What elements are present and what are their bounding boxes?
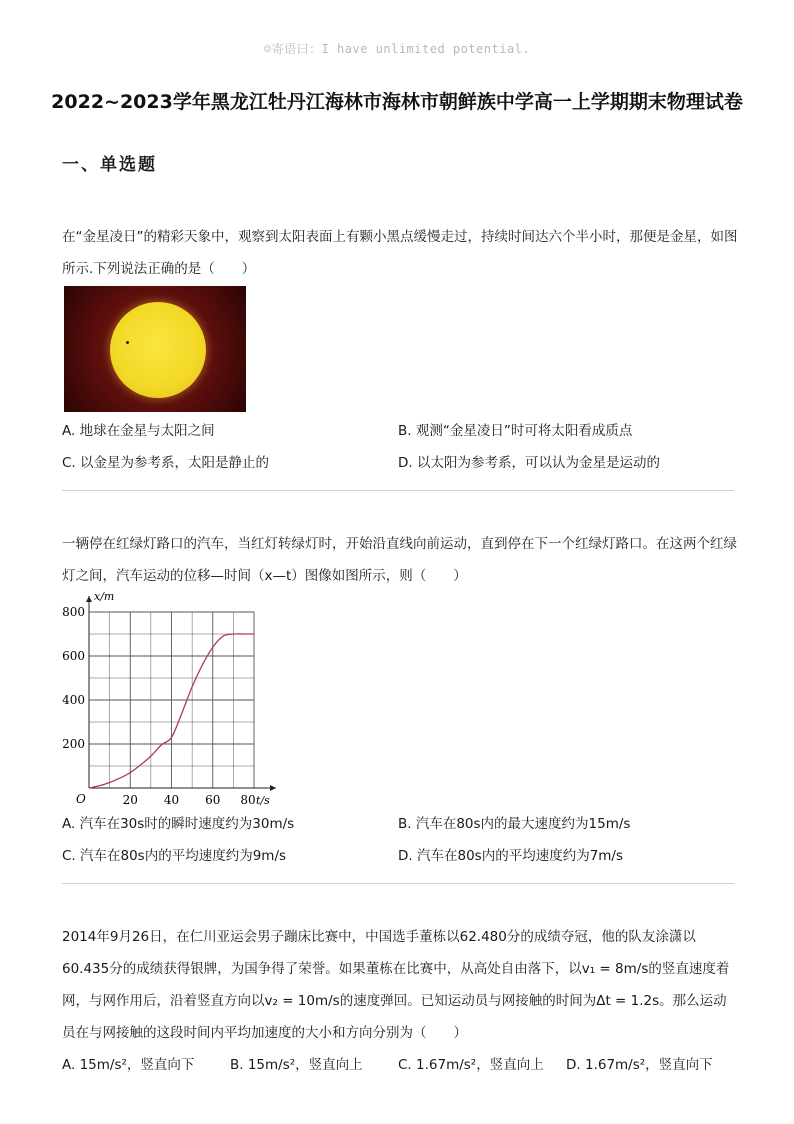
x-axis-arrow <box>270 785 276 791</box>
divider <box>62 490 734 491</box>
q2-stem: 一辆停在红绿灯路口的汽车，当红灯转绿灯时，开始沿直线向前运动，直到停在下一个红绿灯路口。在这两个红绿灯之间，汽车运动的位移—时间（x—t）图像如图所示，则（ ） <box>62 536 737 584</box>
x-tick-label: 80 <box>240 793 256 807</box>
q3-stem: 2014年9月26日，在仁川亚运会男子蹦床比赛中，中国选手董栋以62.480分的成绩夺冠，他的队友涂潇以60.435分的成绩获得银牌，为国争得了荣誉。如果董栋在比赛中，从高处自由落下，以v₁ = 8m/s的竖直速度着网，与网作用后，沿着竖直方向以v₂ = 10m/s的速度弹回。已知运动员与网接触的时间为Δt = 1.2s。那么运动员在与网接触的这段时间内平均加速度的大小和方向分别为（ ） <box>62 929 730 1041</box>
x-tick-label: 20 <box>122 793 138 807</box>
y-tick-label: 600 <box>62 649 85 663</box>
q2-option-c[interactable]: C. 汽车在80s内的平均速度约为9m/s <box>62 848 287 864</box>
q3-option-a[interactable]: A. 15m/s²，竖直向下 <box>62 1057 195 1073</box>
y-tick-label: 400 <box>62 693 85 707</box>
q1-option-c[interactable]: C. 以金星为参考系，太阳是静止的 <box>62 455 270 471</box>
y-tick-label: 200 <box>62 737 85 751</box>
q2-option-d[interactable]: D. 汽车在80s内的平均速度约为7m/s <box>398 848 624 864</box>
q1-options-row2 <box>62 451 738 473</box>
x-tick-label: 40 <box>163 793 180 807</box>
q3-option-c[interactable]: C. 1.67m/s²，竖直向上 <box>398 1057 544 1073</box>
y-axis-arrow <box>86 596 92 602</box>
q1-option-d[interactable]: D. 以太阳为参考系，可以认为金星是运动的 <box>398 455 660 471</box>
xt-graph <box>60 588 290 812</box>
q2-option-a[interactable]: A. 汽车在30s时的瞬时速度约为30m/s <box>62 816 295 832</box>
q3-option-b[interactable]: B. 15m/s²，竖直向上 <box>230 1057 363 1073</box>
q2-options-row1 <box>62 812 738 834</box>
q1-option-a[interactable]: A. 地球在金星与太阳之间 <box>62 423 215 439</box>
q3-options-row <box>62 1053 738 1075</box>
y-axis-label: x/m <box>94 590 115 603</box>
q1-option-b[interactable]: B. 观测“金星凌日”时可将太阳看成质点 <box>398 423 633 439</box>
divider <box>62 883 734 884</box>
q2-options-row2 <box>62 844 738 866</box>
chart-axes <box>86 596 276 791</box>
sun-disc <box>110 302 206 398</box>
chart-grid <box>89 612 254 788</box>
section-heading: 一、单选题 <box>62 155 157 175</box>
q3-option-d[interactable]: D. 1.67m/s²，竖直向下 <box>566 1057 713 1073</box>
origin-label: O <box>76 792 86 806</box>
q2-option-b[interactable]: B. 汽车在80s内的最大速度约为15m/s <box>398 816 631 832</box>
q1-stem: 在“金星凌日”的精彩天象中，观察到太阳表面上有颗小黑点缓慢走过，持续时间达六个半小时，那便是金星，如图所示.下列说法正确的是（ ） <box>62 229 738 277</box>
venus-dot <box>126 341 129 344</box>
x-axis-label: t/s <box>256 794 270 807</box>
page-title: 2022~2023学年黑龙江牡丹江海林市海林市朝鲜族中学高一上学期期末物理试卷 <box>51 91 743 113</box>
watermark: ☺寄语曰：I have unlimited potential. <box>263 42 531 56</box>
y-tick-label: 800 <box>62 605 85 619</box>
q1-options-row1 <box>62 419 738 441</box>
venus-transit-photo <box>64 286 246 412</box>
x-tick-label: 60 <box>205 793 221 807</box>
